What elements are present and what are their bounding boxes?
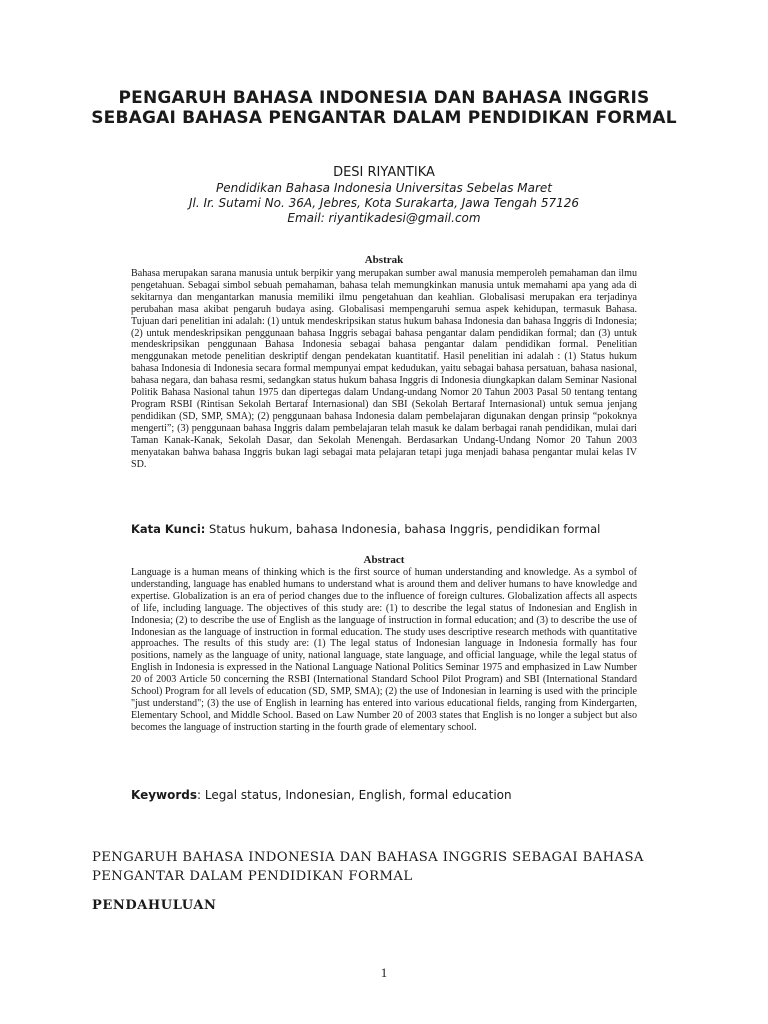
author-affiliation: Pendidikan Bahasa Indonesia Universitas Sebelas Maret	[216, 181, 552, 195]
paper-title: PENGARUH BAHASA INDONESIA DAN BAHASA INGGRIS SEBAGAI BAHASA PENGANTAR DALAM PENDIDIKAN FORMAL	[91, 88, 677, 128]
abstract-heading: Abstract	[363, 554, 405, 566]
keywords-label: Keywords	[131, 788, 198, 802]
kata-kunci	[131, 522, 691, 536]
section-heading: PENDAHULUAN	[92, 898, 217, 913]
kata-kunci-text: Status hukum, bahasa Indonesia, bahasa Inggris, pendidikan formal	[205, 522, 601, 536]
keywords-text: : Legal status, Indonesian, English, formal education	[197, 788, 512, 802]
kata-kunci-label: Kata Kunci:	[131, 522, 206, 536]
author-name: DESI RIYANTIKA	[333, 165, 435, 180]
abstract-body: Language is a human means of thinking which is the first source of human understanding and knowledge. As a symbol of understanding, language has enabled humans to understand what is around them and deliver humans to have knowledge and expertise. Globalization is an era of period changes due to the influence of foreign cultures. Globalization affects all aspects of life, including language. The objectives of this study are: (1) to describe the legal status of Indonesian and English in Indonesia; (2) to describe the use of English as the language of instruction in formal education; and (3) to describe the use of Indonesian as the language of instruction in formal education. The study uses descriptive research methods with quantitative approaches. The results of this study are: (1) The legal status of Indonesian language in Indonesia formally has four positions, namely as the language of unity, national language, state language, and official language, while the legal status of English in Indonesia is expressed in the National Language National Politics Seminar 1975 and emphasized in Law Number 20 of 2003 Article 50 concerning the RSBI (International Standard School Pilot Program) and SBI (International Standard School) Program for all levels of education (SD, SMP, SMA); (2) the use of Indonesian in learning is used with the principle "just understand"; (3) the use of English in learning has entered into various educational fields, ranging from Kindergarten, Elementary School, and Middle School. Based on Law Number 20 of 2003 states that English is no longer a subject but also becomes the language of instruction starting in the fourth grade of elementary school.	[131, 567, 637, 733]
abstrak-body: Bahasa merupakan sarana manusia untuk berpikir yang merupakan sumber awal manusia memperoleh pemahaman dan ilmu pengetahuan. Sebagai simbol sebuah pemahaman, bahasa telah memungkinkan manusia untuk memahami apa yang ada di sekitarnya dan mengantarkan manusia memiliki ilmu pengetahuan dan keahlian. Globalisasi merupakan era terjadinya perubahan masa akibat pengaruh budaya asing. Globalisasi mempengaruhi semua aspek kehidupan, termasuk Bahasa. Tujuan dari penelitian ini adalah: (1) untuk mendeskripsikan status hukum bahasa Indonesia dan bahasa Inggris di Indonesia; (2) untuk mendeskripsikan penggunaan bahasa Inggris sebagai bahasa pengantar dalam pendidikan formal; dan (3) untuk mendeskripsikan penggunaan Bahasa Indonesia sebagai bahasa pengantar dalam pendidikan formal. Penelitian menggunakan metode penelitian deskriptif dengan pendekatan kuantitatif. Hasil penelitian ini adalah : (1) Status hukum bahasa Indonesia di Indonesia secara formal mempunyai empat kedudukan, yaitu sebagai bahasa persatuan, bahasa nasional, bahasa negara, dan bahasa resmi, sedangkan status hukum bahasa Inggris di Indonesia diungkapkan dalam Seminar Nasional Politik Bahasa Nasional tahun 1975 dan dipertegas dalam Undang-undang Nomor 20 Tahun 2003 Pasal 50 tentang tentang Program RSBI (Rintisan Sekolah Bertaraf Internasional) dan SBI (Sekolah Bertaraf Internasional) untuk semua jenjang pendidikan (SD, SMP, SMA); (2) penggunaan bahasa Indonesia dalam pembelajaran digunakan dengan prinsip “pokoknya mengerti”; (3) penggunaan bahasa Inggris dalam pembelajaran telah masuk ke dalam berbagai ranah pendidikan, mulai dari Taman Kanak-Kanak, Sekolah Dasar, dan Sekolah Menengah. Berdasarkan Undang-Undang Nomor 20 Tahun 2003 menyatakan bahwa bahasa Inggris bukan lagi sebagai mata pelajaran tetapi juga menjadi bahasa pengantar mulai kelas IV SD.	[131, 268, 637, 470]
abstrak-heading: Abstrak	[364, 254, 404, 266]
body-title: PENGARUH BAHASA INDONESIA DAN BAHASA INGGRIS SEBAGAI BAHASA PENGANTAR DALAM PENDIDIKAN FORMAL	[92, 850, 644, 884]
author-address: Jl. Ir. Sutami No. 36A, Jebres, Kota Surakarta, Jawa Tengah 57126	[189, 196, 579, 210]
keywords	[131, 788, 691, 802]
author-email: Email: riyantikadesi@gmail.com	[287, 211, 481, 225]
page-number: 1	[380, 965, 388, 980]
